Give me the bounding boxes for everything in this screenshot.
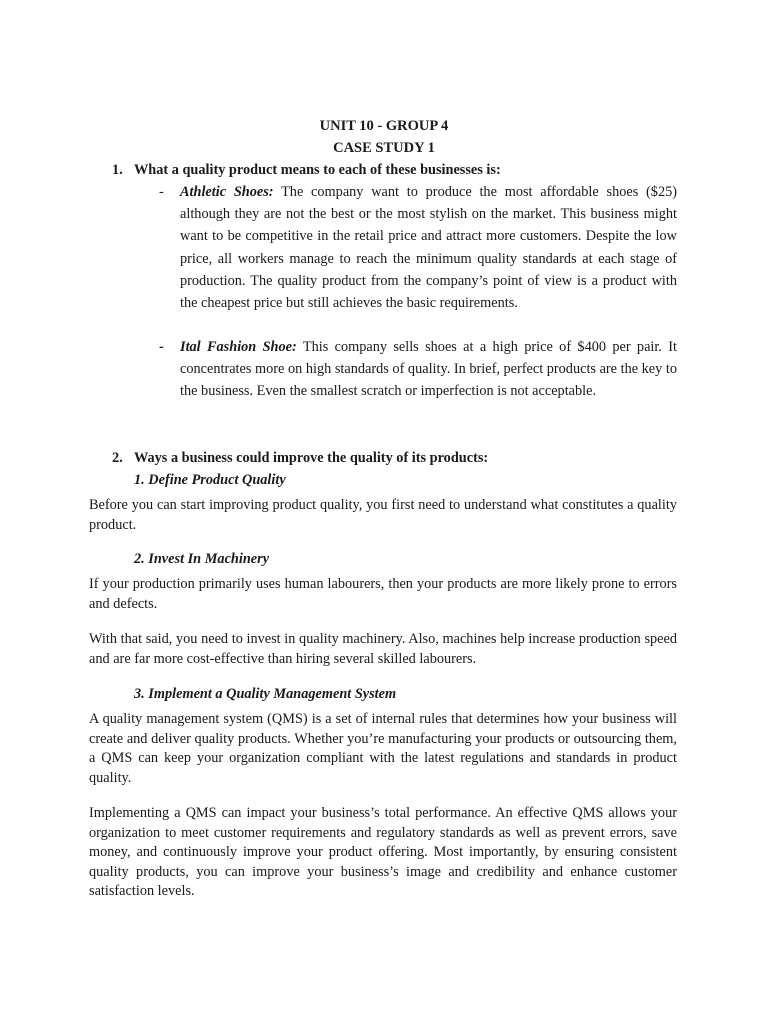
question-2-title: Ways a business could improve the quality of its products: — [134, 450, 489, 466]
subheading-invest-in-machinery: 2. Invest In Machinery — [134, 551, 270, 567]
paragraph-machinery-1: If your production primarily uses human labourers, then your products are more likely prone to errors and defects. — [89, 576, 677, 612]
paragraph-define-quality: Before you can start improving product quality, you first need to understand what constitutes a quality product. — [89, 497, 677, 533]
paragraph-machinery-2: With that said, you need to invest in quality machinery. Also, machines help increase production speed and are far more cost-effective than hiring several skilled labourers. — [89, 631, 677, 667]
unit-title: UNIT 10 - GROUP 4 — [319, 118, 449, 134]
bullet-ital-fashion-label: Ital Fashion Shoe: — [180, 339, 297, 355]
subheading-implement-qms: 3. Implement a Quality Management System — [134, 686, 397, 702]
bullet-athletic-shoes-label: Athletic Shoes: — [180, 184, 274, 200]
question-1-number: 1. — [112, 162, 123, 178]
bullet-dash-1: - — [159, 184, 164, 200]
question-1-heading — [112, 159, 501, 181]
paragraph-qms-1: A quality management system (QMS) is a set of internal rules that determines how your business will create and deliver quality products. Whether you’re manufacturing your products or outsourcing them, a QMS can keep your organization compliant with the latest regulations and standards in product quality. — [89, 711, 677, 786]
subheading-define-product-quality: 1. Define Product Quality — [134, 472, 286, 488]
bullet-athletic-shoes-text: The company want to produce the most affordable shoes ($25) although they are not the best or the most stylish on the market. This business might want to be competitive in the retail price and attract more customers. Despite the low price, all workers manage to reach the minimum quality standards at each stage of production. The quality product from the company’s point of view is a product with the cheapest price but still achieves the basic requirements. — [180, 184, 677, 312]
bullet-athletic-shoes — [180, 181, 677, 314]
question-2-number: 2. — [112, 450, 123, 466]
bullet-ital-fashion-text: This company sells shoes at a high price of $400 per pair. It concentrates more on high standards of quality. In brief, perfect products are the key to the business. Even the smallest scratch or imperfection is not acceptable. — [180, 339, 678, 400]
bullet-ital-fashion-shoe — [180, 336, 677, 403]
bullet-dash-2: - — [159, 339, 164, 355]
question-2-heading — [112, 447, 488, 469]
case-study-title: CASE STUDY 1 — [333, 140, 435, 156]
question-1-title: What a quality product means to each of these businesses is: — [134, 162, 501, 178]
paragraph-qms-2: Implementing a QMS can impact your business’s total performance. An effective QMS allows your organization to meet customer requirements and regulatory standards as well as prevent errors, save money, and continuously improve your product offering. Most importantly, by ensuring consistent quality products, you can improve your business’s image and credibility and enhance customer satisfaction levels. — [89, 805, 677, 900]
